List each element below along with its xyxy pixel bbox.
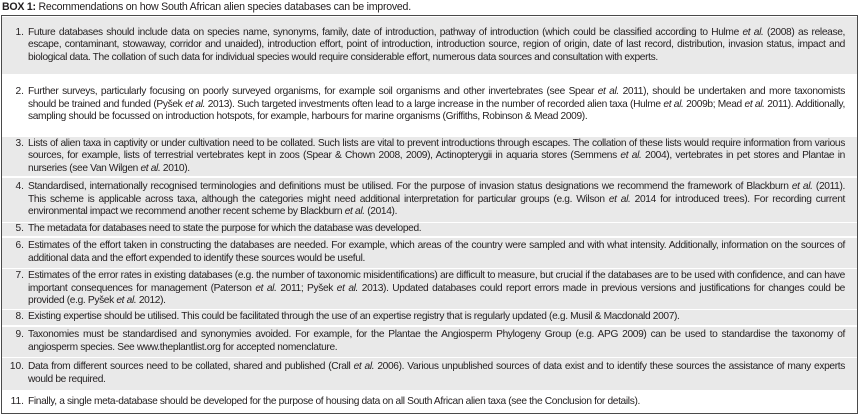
citation-et-al: et al. [336,282,359,294]
text-segment: Finally, a single meta-database should be developed for the purpose of housing data on all South African alien taxa (see the Conclusion for details). [28,395,640,407]
item-text [28,361,845,386]
recommendation-item [2,17,857,74]
item-text [28,240,845,265]
text-segment: Estimates of the effort taken in constructing the databases are needed. For example, which areas of the country were sampled and with what intensity. Additionally, information on the sources of additional data and the effort expended to identify these sources would be useful. [28,240,845,264]
item-number: 9. [15,329,24,341]
recommendation-item [2,310,857,325]
text-segment: 2013). Updated databases could report errors made in previous versions and justifications for changes could be provided (e.g. Pyšek [28,282,845,307]
citation-et-al: et al. [353,361,375,373]
text-segment: (2011). This scheme is applicable across taxa, although the categories might need additional interpretation for particular groups (e.g. Wilson [28,181,845,205]
box-title-text: Recommendations on how South African alien species databases can be improved. [35,1,411,13]
item-text [28,27,845,65]
text-segment: Further surveys, particularly focusing on poorly surveyed organisms, for example soil organisms and other invertebrates (see Spear [28,86,598,98]
text-segment: 2004), vertebrates in pet stores and Plantae in nurseries (see Van Wilgen [28,150,845,174]
text-segment: (2014). [364,206,398,218]
item-number: 5. [15,223,24,235]
item-text [28,138,845,176]
recommendations-box [1,15,858,414]
recommendation-item [2,223,857,236]
text-segment: Standardised, internationally recognised terminologies and definitions must be utilised. For the purpose of invasion status designations we recommend the framework of Blackburn [28,181,792,193]
item-number: 4. [15,181,24,193]
recommendation-item [2,137,857,176]
citation-et-al: et al. [608,193,631,205]
item-number: 6. [15,240,24,252]
citation-et-al: et al. [140,162,161,174]
item-number: 7. [15,270,24,282]
text-segment: The metadata for databases need to state the purpose for which the database was developed. [28,223,422,235]
citation-et-al: et al. [620,150,642,162]
text-segment: 2006). Various unpublished sources of data exist and to identify these sources the assistance of many experts would be required. [28,361,845,385]
box-label: BOX 1: [2,1,36,13]
text-segment: Estimates of the error rates in existing databases (e.g. the number of taxonomic misidentifications) are difficult to measure, but crucial if the databases are to be used with confidence, and can have important consequences for management (Paterson [28,270,845,294]
item-number: 10. [9,361,24,373]
citation-et-al: et al. [255,282,277,294]
recommendation-item [2,178,857,222]
citation-et-al: et al. [663,98,684,110]
recommendation-item [2,75,857,135]
text-segment: (2008) as release, escape, contaminant, stowaway, corridor and unaided), introduction effort, point of introduction, introduction source, region of origin, date of last record, distribution, invasion status, impact and biological data. The collation of such data for individual species would require considerable effort, numerous data sources and consultation with experts. [28,26,845,63]
citation-et-al: et al. [185,98,206,110]
item-text [28,329,845,354]
citation-et-al: et al. [744,98,765,110]
text-segment: 2014 for introduced trees). For recording current environmental impact we recommend another recent scheme by Blackburn [28,193,845,218]
item-number: 8. [15,311,24,323]
item-number: 1. [15,26,24,38]
item-number: 11. [10,395,24,407]
item-text [28,396,845,409]
text-segment: Existing expertise should be utilised. This could be facilitated through the use of an expertise registry that is regularly updated (e.g. Musil & Macdonald 2007). [28,311,680,323]
citation-et-al: et al. [742,26,764,38]
text-segment: Taxonomies must be standardised and synonymies avoided. For example, for the Plantae the Angiosperm Phylogeny Group (e.g. APG 2009) can be used to standardise the taxonomy of angiosperm species. See www.theplantlist.org for accepted nomenclature. [28,329,845,353]
text-segment: Lists of alien taxa in captivity or under cultivation need to be collated. Such lists are vital to prevent introductions through escapes. The collation of these lists would require information from various sources, for example, lists of terrestrial vertebrates kept in zoos (Spear & Chown 2008, 2009), Actinopterygii in aquaria stores (Semmens [28,137,845,162]
text-segment: 2011), should be undertaken and more taxonomists should be trained and funded (Pyšek [28,86,846,110]
text-segment: 2011; Pyšek [276,282,337,294]
recommendation-item [2,238,857,268]
citation-et-al: et al. [597,86,619,98]
item-text [28,86,845,124]
recommendation-item [2,269,857,309]
item-number: 3. [15,137,24,149]
text-segment: 2012). [136,295,166,307]
text-segment: Data from different sources need to be collated, shared and published (Crall [28,361,354,373]
item-text [28,223,845,236]
item-text [28,270,845,308]
citation-et-al: et al. [116,295,137,307]
text-segment: 2010). [160,162,190,174]
item-text [28,181,845,219]
recommendation-item [2,327,857,357]
citation-et-al: et al. [791,181,813,193]
recommendation-item [2,358,857,390]
box-title [2,1,411,13]
text-segment: 2013). Such targeted investments often lead to a large increase in the number of recorded alien taxa (Hulme [205,98,664,110]
text-segment: 2011). Additionally, sampling should be focussed on introduction hotspots, for example, harbours for marine organisms (Griffiths, Robinson & Mead 2009). [28,98,845,123]
text-segment: Future databases should include data on species name, synonyms, family, date of introduction, pathway of introduction (which could be classified according to Hulme [28,26,743,38]
item-text [28,311,845,324]
text-segment: 2009b; Mead [683,98,745,110]
citation-et-al: et al. [344,206,365,218]
recommendation-item [2,391,857,413]
item-number: 2. [15,86,24,98]
